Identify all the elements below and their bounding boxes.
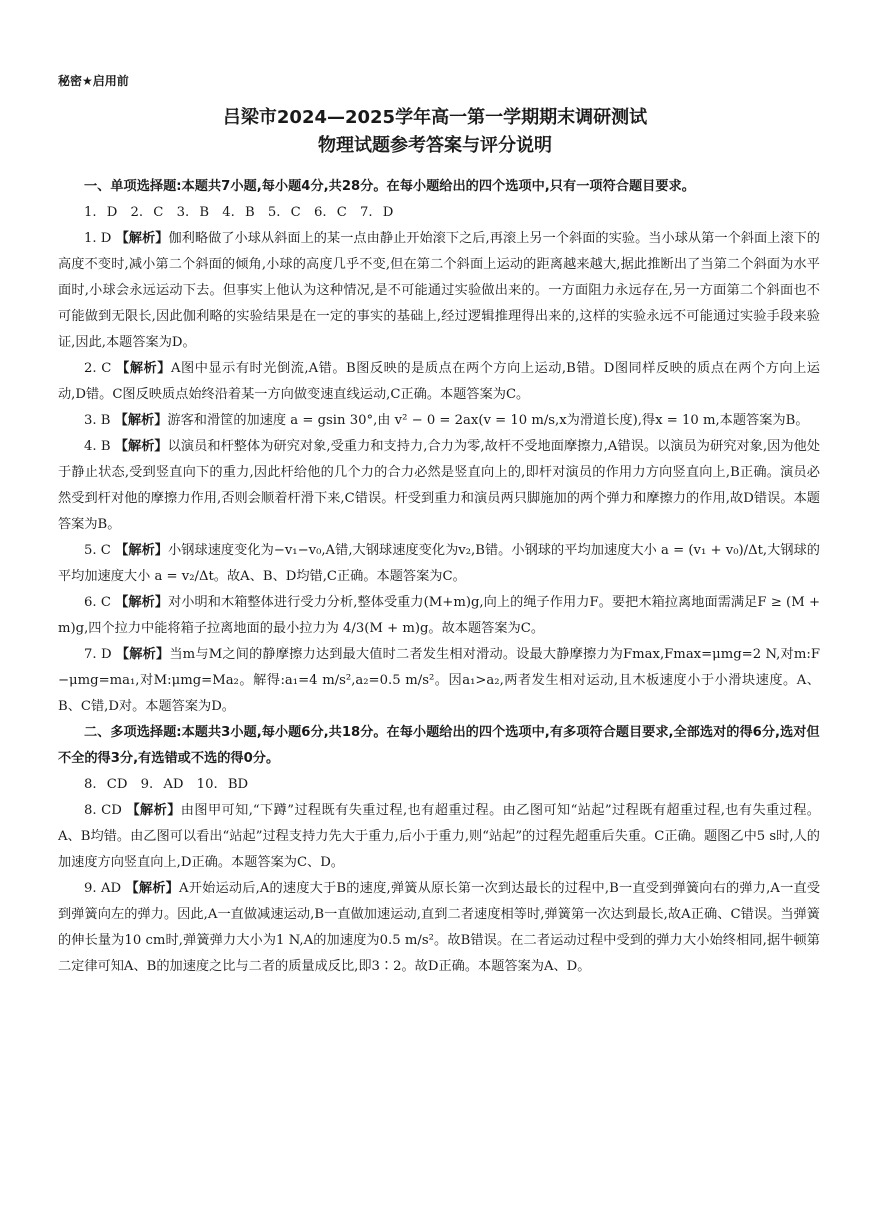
- section1-answer-key: 1. D 2. C 3. B 4. B 5. C 6. C 7. D: [84, 205, 394, 220]
- analysis-tag: 【解析】: [115, 543, 169, 558]
- explanation-item: [58, 226, 820, 356]
- analysis-tag: 【解析】: [114, 439, 168, 454]
- item-number: 5. C: [84, 543, 111, 558]
- document-title: 吕梁市2024—2025学年高一第一学期期末调研测试: [222, 107, 648, 128]
- document-body: [58, 174, 820, 980]
- analysis-tag: 【解析】: [115, 647, 170, 662]
- explanation-item: [58, 356, 820, 408]
- explanation-item: [58, 434, 820, 538]
- item-text: 当m与M之间的静摩擦力达到最大值时二者发生相对滑动。设最大静摩擦力为Fmax,Fmax=μmg=2 N,对m:F −μmg=ma₁,对M:μmg=Ma₂。解得:a₁=4 m/s²,a₂=0.5 m/s²。因a₁>a₂,两者发生相对运动,且木板速度小于小滑块速度。A、B、C错,D对。本题答案为D。: [58, 647, 820, 714]
- item-text: A图中显示有时光倒流,A错。B图反映的是质点在两个方向上运动,B错。D图同样反映的质点在两个方向上运动,D错。C图反映质点始终沿着某一方向做变速直线运动,C正确。本题答案为C。: [58, 361, 820, 402]
- explanation-item: [58, 876, 820, 980]
- item-text: A开始运动后,A的速度大于B的速度,弹簧从原长第一次到达最长的过程中,B一直受到弹簧向右的弹力,A一直受到弹簧向左的弹力。因此,A一直做减速运动,B一直做加速运动,直到二者速度相等时,弹簧第一次达到最长,故A正确、C错误。当弹簧的伸长量为10 cm时,弹簧弹力大小为1 N,A的加速度为0.5 m/s²。故B错误。在二者运动过程中受到的弹力大小始终相同,据牛顿第二定律可知A、B的加速度之比与二者的质量成反比,即3∶2。故D正确。本题答案为A、D。: [58, 881, 821, 974]
- item-number: 8. CD: [84, 803, 122, 818]
- analysis-tag: 【解析】: [126, 803, 181, 818]
- item-number: 1. D: [84, 231, 112, 246]
- item-text: 游客和滑筐的加速度 a = gsin 30°,由 v² − 0 = 2ax(v = 10 m/s,x为滑道长度),得x = 10 m,本题答案为B。: [167, 413, 809, 428]
- explanation-item: [58, 590, 820, 642]
- item-text: 小钢球速度变化为−v₁−v₀,A错,大钢球速度变化为v₂,B错。小钢球的平均加速度大小 a = (v₁ + v₀)/Δt,大钢球的平均加速度大小 a = v₂/Δt。故A、B、D均错,C正确。本题答案为C。: [58, 543, 820, 584]
- analysis-tag: 【解析】: [116, 361, 171, 376]
- item-number: 4. B: [84, 439, 111, 454]
- analysis-tag: 【解析】: [115, 595, 169, 610]
- item-number: 7. D: [84, 647, 112, 662]
- item-text: 以演员和杆整体为研究对象,受重力和支持力,合力为零,故杆不受地面摩擦力,A错误。以演员为研究对象,因为他处于静止状态,受到竖直向下的重力,因此杆给他的几个力的合力必然是竖直向上的,即杆对演员的作用力方向竖直向上,B正确。演员必然受到杆对他的摩擦力作用,否则会顺着杆滑下来,C错误。杆受到重力和演员两只脚施加的两个弹力和摩擦力的作用,故D错误。本题答案为B。: [58, 439, 821, 532]
- analysis-tag: 【解析】: [114, 413, 168, 428]
- explanation-item: [58, 642, 820, 720]
- section2-heading: 二、多项选择题:本题共3小题,每小题6分,共18分。在每小题给出的四个选项中,有多项符合题目要求,全部选对的得6分,选对但不全的得3分,有选错或不选的得0分。: [58, 725, 820, 766]
- item-text: 对小明和木箱整体进行受力分析,整体受重力(M+m)g,向上的绳子作用力F。要把木箱拉离地面需满足F ≥ (M + m)g,四个拉力中能将箱子拉离地面的最小拉力为 4/3(M + m)g。故本题答案为C。: [58, 595, 820, 636]
- section2-answer-key: 8. CD 9. AD 10. BD: [84, 777, 249, 792]
- analysis-tag: 【解析】: [115, 231, 169, 246]
- document-subtitle: 物理试题参考答案与评分说明: [318, 135, 552, 156]
- analysis-tag: 【解析】: [125, 881, 179, 896]
- section1-heading: 一、单项选择题:本题共7小题,每小题4分,共28分。在每小题给出的四个选项中,只有一项符合题目要求。: [84, 179, 695, 194]
- item-number: 2. C: [84, 361, 112, 376]
- item-text: 伽利略做了小球从斜面上的某一点由静止开始滚下之后,再滚上另一个斜面的实验。当小球从第一个斜面上滚下的高度不变时,减小第二个斜面的倾角,小球的高度几乎不变,但在第二个斜面上运动的距离越来越大,据此推断出了当第二个斜面为水平面时,小球会永远运动下去。但事实上他认为这种情况,是不可能通过实验做出来的。一方面阻力永远存在,另一方面第二个斜面也不可能做到无限长,因此伽利略的实验结果是在一定的事实的基础上,经过逻辑推理得出来的,这样的实验永远不可能通过实验手段来验证,因此,本题答案为D。: [58, 231, 820, 350]
- item-text: 由图甲可知,“下蹲”过程既有失重过程,也有超重过程。由乙图可知“站起”过程既有超重过程,也有失重过程。A、B均错。由乙图可以看出“站起”过程支持力先大于重力,后小于重力,则“站起”的过程先超重后失重。C正确。题图乙中5 s时,人的加速度方向竖直向上,D正确。本题答案为C、D。: [58, 803, 820, 870]
- item-number: 3. B: [84, 413, 111, 428]
- explanation-item: [58, 538, 820, 590]
- explanation-item: [58, 798, 820, 876]
- item-number: 6. C: [84, 595, 111, 610]
- explanation-item: [58, 408, 820, 434]
- item-number: 9. AD: [84, 881, 122, 896]
- confidential-label: 秘密★启用前: [58, 74, 129, 88]
